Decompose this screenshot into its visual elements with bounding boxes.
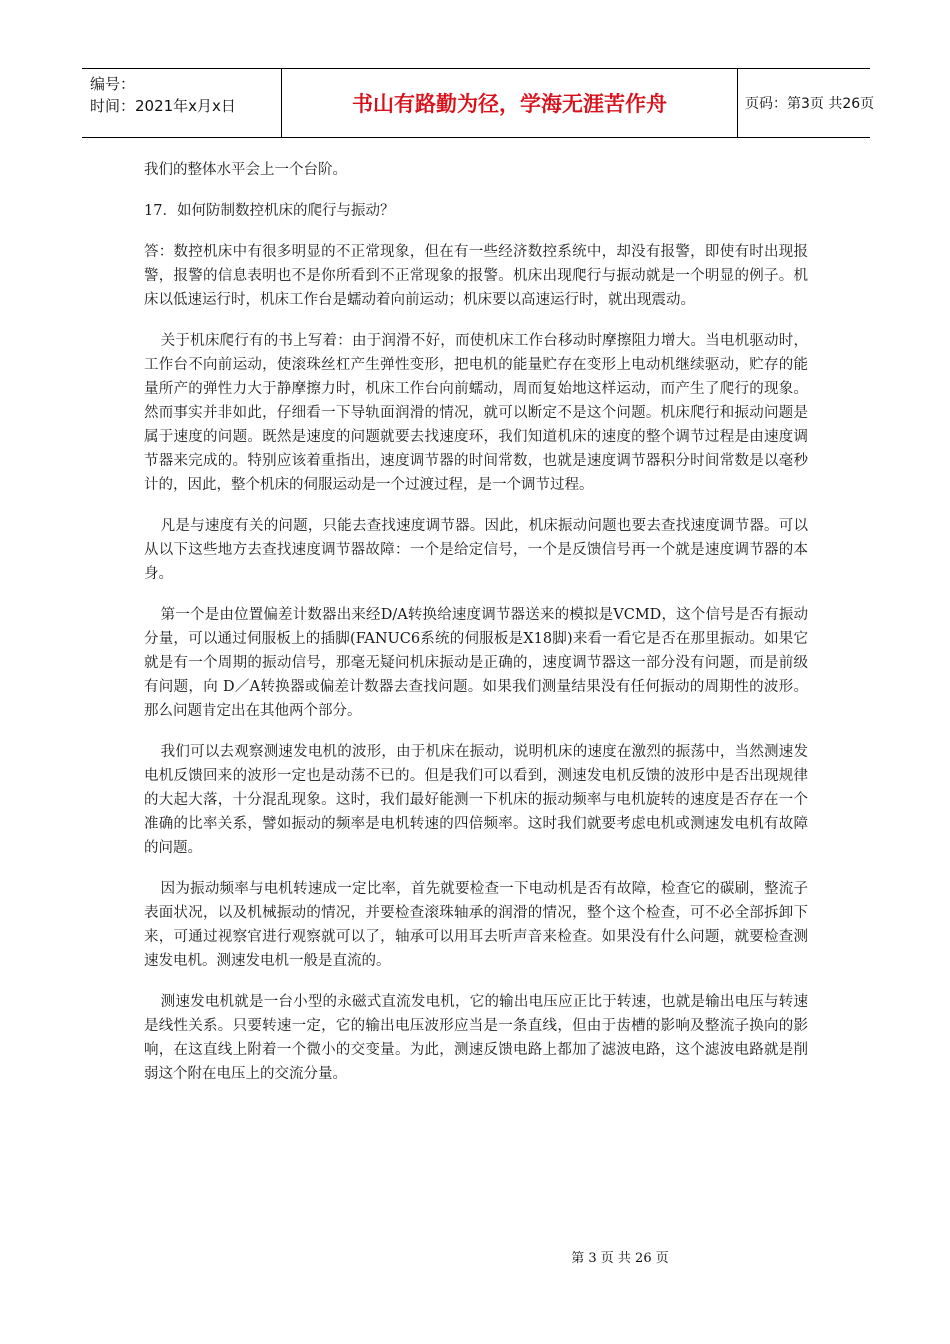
header-meta-cell	[82, 69, 282, 137]
body-paragraph: 第一个是由位置偏差计数器出来经D/A转换给速度调节器送来的模拟是VCMD，这个信号是否有振动分量，可以通过伺服板上的插脚(FANUC6系统的伺服板是X18脚)来看一看它是否在那里振动。如果它就是有一个周期的振动信号，那毫无疑问机床振动是正确的，速度调节器这一部分没有问题，而是前级有问题，向 D／A转换器或偏差计数器去查找问题。如果我们测量结果没有任何振动的周期性的波形。那么问题肯定出在其他两个部分。	[144, 607, 808, 719]
header-motto-cell	[282, 69, 738, 137]
body-paragraph: 测速发电机就是一台小型的永磁式直流发电机，它的输出电压应正比于转速，也就是输出电压与转速是线性关系。只要转速一定，它的输出电压波形应当是一条直线，但由于齿槽的影响及整流子换向的影响，在这直线上附着一个微小的交变量。为此，测速反馈电路上都加了滤波电路，这个滤波电路就是削弱这个附在电压上的交流分量。	[144, 994, 808, 1082]
document-date: 时间：2021年x月x日	[90, 97, 236, 115]
body-paragraph: 因为振动频率与电机转速成一定比率，首先就要检查一下电动机是否有故障，检查它的碳刷，整流子表面状况，以及机械振动的情况，并要检查滚珠轴承的润滑的情况，整个这个检查，可不必全部拆卸下来，可通过视察官进行观察就可以了，轴承可以用耳去听声音来检查。如果没有什么问题，就要检查测速发电机。测速发电机一般是直流的。	[144, 881, 808, 969]
footer-page-number: 第 3 页 共 26 页	[571, 1251, 669, 1266]
body-paragraph: 关于机床爬行有的书上写着：由于润滑不好，而使机床工作台移动时摩擦阻力增大。当电机驱动时，工作台不向前运动，使滚珠丝杠产生弹性变形，把电机的能量贮存在变形上电动机继续驱动，贮存的能量所产的弹性力大于静摩擦力时，机床工作台向前蠕动，周而复始地这样运动，而产生了爬行的现象。然而事实并非如此，仔细看一下导轨面润滑的情况，就可以断定不是这个问题。机床爬行和振动问题是属于速度的问题。既然是速度的问题就要去找速度环，我们知道机床的速度的整个调节过程是由速度调节器来完成的。特别应该着重指出，速度调节器的时间常数，也就是速度调节器积分时间常数是以毫秒计的，因此，整个机床的伺服运动是一个过渡过程，是一个调节过程。	[144, 333, 808, 493]
header-motto: 书山有路勤为径，学海无涯苦作舟	[352, 92, 667, 116]
answer-paragraph: 答：数控机床中有很多明显的不正常现象，但在有一些经济数控系统中，却没有报警，即使有时出现报警，报警的信息表明也不是你所看到不正常现象的报警。机床出现爬行与振动就是一个明显的例子。机床以低速运行时，机床工作台是蠕动着向前运动；机床要以高速运行时，就出现震动。	[144, 244, 808, 308]
body-paragraph: 我们可以去观察测速发电机的波形，由于机床在振动，说明机床的速度在激烈的振荡中，当然测速发电机反馈回来的波形一定也是动荡不已的。但是我们可以看到，测速发电机反馈的波形中是否出现规律的大起大落，十分混乱现象。这时，我们最好能测一下机床的振动频率与电机旋转的速度是否存在一个准确的比率关系，譬如振动的频率是电机转速的四倍频率。这时我们就要考虑电机或测速发电机有故障的问题。	[144, 744, 808, 856]
header-page-cell	[738, 69, 875, 137]
paragraph-continuation: 我们的整体水平会上一个台阶。	[144, 162, 347, 178]
question-heading: 17．如何防制数控机床的爬行与振动？	[144, 203, 395, 219]
document-number-label: 编号：	[90, 75, 136, 93]
page-footer	[0, 1247, 950, 1266]
header-page-info: 页码：第3页 共26页	[745, 96, 875, 112]
page-header	[82, 68, 875, 138]
body-paragraph: 凡是与速度有关的问题，只能去查找速度调节器。因此，机床振动问题也要去查找速度调节器。可以从以下这些地方去查找速度调节器故障：一个是给定信号，一个是反馈信号再一个就是速度调节器的本身。	[144, 518, 808, 582]
document-body	[144, 158, 808, 1086]
